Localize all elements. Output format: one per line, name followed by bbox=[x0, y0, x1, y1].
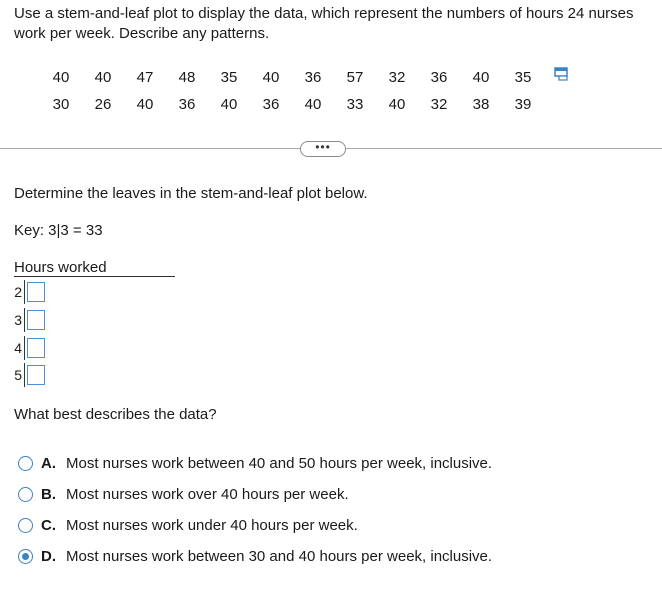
option-letter: D. bbox=[41, 548, 56, 565]
data-value: 33 bbox=[346, 96, 364, 113]
option-letter: A. bbox=[41, 455, 56, 472]
data-value: 36 bbox=[262, 96, 280, 113]
data-value: 40 bbox=[304, 96, 322, 113]
option-text: Most nurses work under 40 hours per week. bbox=[66, 517, 358, 534]
instruction-text: Determine the leaves in the stem-and-leaf plot below. bbox=[14, 185, 368, 202]
data-value: 35 bbox=[220, 69, 238, 86]
data-value: 38 bbox=[472, 96, 490, 113]
leaf-input[interactable] bbox=[27, 310, 45, 330]
mc-question-text: What best describes the data? bbox=[14, 406, 217, 423]
radio-button[interactable] bbox=[18, 487, 33, 502]
data-value: 40 bbox=[388, 96, 406, 113]
stem-value: 3 bbox=[14, 312, 22, 328]
data-value: 36 bbox=[430, 69, 448, 86]
data-value: 36 bbox=[304, 69, 322, 86]
data-value: 35 bbox=[514, 69, 532, 86]
option-d[interactable] bbox=[18, 548, 492, 565]
leaf-input[interactable] bbox=[27, 282, 45, 302]
data-value: 47 bbox=[136, 69, 154, 86]
stem-divider bbox=[24, 336, 25, 360]
data-value: 40 bbox=[136, 96, 154, 113]
plot-header-rule bbox=[14, 276, 175, 277]
radio-button[interactable] bbox=[18, 456, 33, 471]
copy-icon[interactable] bbox=[554, 67, 570, 81]
data-row bbox=[40, 91, 544, 118]
option-text: Most nurses work over 40 hours per week. bbox=[66, 486, 349, 503]
radio-button[interactable] bbox=[18, 518, 33, 533]
leaf-input[interactable] bbox=[27, 365, 45, 385]
option-c[interactable] bbox=[18, 517, 358, 534]
option-b[interactable] bbox=[18, 486, 349, 503]
data-row bbox=[40, 64, 544, 91]
expand-more-button[interactable]: ••• bbox=[300, 141, 346, 157]
stem-row bbox=[14, 308, 45, 332]
stem-divider bbox=[24, 363, 25, 387]
data-value: 32 bbox=[430, 96, 448, 113]
option-text: Most nurses work between 40 and 50 hours per week, inclusive. bbox=[66, 455, 493, 472]
plot-key: Key: 3|3 = 33 bbox=[14, 222, 103, 239]
data-value: 40 bbox=[262, 69, 280, 86]
stem-value: 2 bbox=[14, 284, 22, 300]
option-letter: C. bbox=[41, 517, 56, 534]
data-value: 48 bbox=[178, 69, 196, 86]
data-value: 36 bbox=[178, 96, 196, 113]
stem-row bbox=[14, 363, 45, 387]
stem-value: 5 bbox=[14, 367, 22, 383]
data-value: 30 bbox=[52, 96, 70, 113]
data-value: 40 bbox=[220, 96, 238, 113]
question-text: Use a stem-and-leaf plot to display the data, which represent the numbers of hours 24 nurses work per week. Describe any patterns. bbox=[14, 5, 634, 42]
data-value: 40 bbox=[52, 69, 70, 86]
plot-title: Hours worked bbox=[14, 259, 107, 276]
data-value: 32 bbox=[388, 69, 406, 86]
data-value: 40 bbox=[472, 69, 490, 86]
option-a[interactable] bbox=[18, 455, 492, 472]
option-text: Most nurses work between 30 and 40 hours per week, inclusive. bbox=[66, 548, 493, 565]
stem-divider bbox=[24, 280, 25, 304]
data-value: 39 bbox=[514, 96, 532, 113]
data-table bbox=[40, 64, 544, 118]
stem-value: 4 bbox=[14, 340, 22, 356]
stem-row bbox=[14, 280, 45, 304]
radio-button[interactable] bbox=[18, 549, 33, 564]
stem-divider bbox=[24, 308, 25, 332]
option-letter: B. bbox=[41, 486, 56, 503]
stem-row bbox=[14, 336, 45, 360]
data-value: 26 bbox=[94, 96, 112, 113]
data-value: 40 bbox=[94, 69, 112, 86]
data-value: 57 bbox=[346, 69, 364, 86]
leaf-input[interactable] bbox=[27, 338, 45, 358]
